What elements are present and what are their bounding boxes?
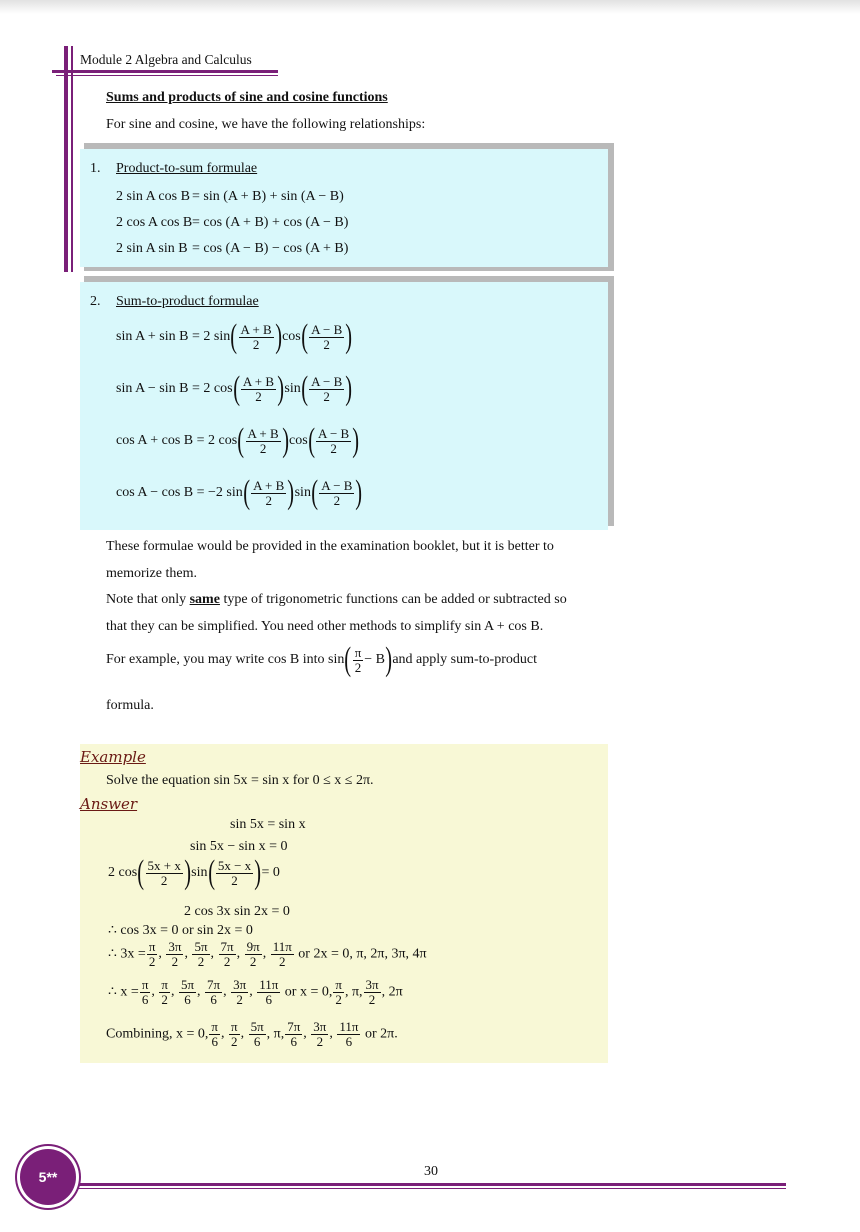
header-vertical-rule-inner — [71, 46, 73, 272]
header-horizontal-rule-thin — [56, 75, 278, 76]
box1-row1-rhs: = sin (A + B) + sin (A − B) — [192, 189, 344, 204]
fraction: $\frac{5\pi}{2}$ — [194, 939, 208, 969]
product-to-sum-box — [80, 149, 608, 267]
page-number: 30 — [424, 1164, 438, 1179]
solution-step-2: sin 5x − sin x = 0 — [190, 839, 288, 854]
fraction: $\frac{3\pi}{2}$ — [233, 977, 247, 1007]
fraction: $\frac{11\pi}{6}$ — [259, 977, 279, 1007]
solution-step-6: ∴ 3x = $\frac{\pi}{2}$ , $\frac{3\pi}{2}$ , $\frac{5\pi}{2}$ , $\frac{7\pi}{2}$ , $\frac{9\pi}{2}$ , $\frac{11\pi}{2}$ or 2x = 0, π, 2π, 3π, 4π — [108, 939, 427, 969]
fraction: $\frac{\pi}{2}$ — [148, 939, 156, 969]
note-line-2: memorize them. — [106, 566, 197, 581]
fraction: $\frac{3\pi}{2}$ — [313, 1019, 327, 1049]
fraction: $\frac{\pi}{2}$ — [230, 1019, 238, 1049]
sum-to-product-box — [80, 282, 608, 530]
box1-row3-lhs: 2 sin A sin B — [116, 241, 188, 256]
box1-row3-rhs: = cos (A − B) − cos (A + B) — [192, 241, 349, 256]
fraction: $\frac{\pi}{6}$ — [141, 977, 149, 1007]
box1-row1-lhs: 2 sin A cos B — [116, 189, 190, 204]
note-line-3: Note that only same type of trigonometric functions can be added or subtracted so — [106, 592, 567, 607]
fraction: $\frac{7\pi}{6}$ — [207, 977, 221, 1007]
fraction: $\frac{\pi}{2}$ — [335, 977, 342, 1007]
section-heading: Sums and products of sine and cosine functions — [106, 90, 388, 105]
solution-step-7: ∴ x = $\frac{\pi}{6}$ , $\frac{\pi}{2}$ , $\frac{5\pi}{6}$ , $\frac{7\pi}{6}$ , $\frac{3\pi}{2}$ , $\frac{11\pi}{6}$ or x = 0, $\frac{\pi}{2}$ , π, $\frac{3\pi}{2}$ , 2π — [108, 977, 403, 1007]
solution-step-5: ∴ cos 3x = 0 or sin 2x = 0 — [108, 923, 253, 938]
note-line-1: These formulae would be provided in the examination booklet, but it is better to — [106, 539, 554, 554]
example-question: Solve the equation sin 5x = sin x for 0 ≤ x ≤ 2π. — [106, 773, 374, 788]
sum-to-product-row: sin A − sin B = 2 cos( $\frac{A + B}{2}$ )sin( $\frac{A - B}{2}$ ) — [116, 370, 353, 407]
solution-step-3: 2 cos( $\frac{5x + x}{2}$ )sin( $\frac{5x - x}{2}$ )= 0 — [108, 854, 280, 891]
sum-to-product-row: cos A + cos B = 2 cos( $\frac{A + B}{2}$ )cos( $\frac{A - B}{2}$ ) — [116, 422, 360, 459]
solution-combined: Combining, x = 0, $\frac{\pi}{6}$ , $\frac{\pi}{2}$ , $\frac{5\pi}{6}$ , π, $\frac{7\pi}{6}$ , $\frac{3\pi}{2}$ , $\frac{11\pi}{6}$ or 2π. — [106, 1019, 398, 1049]
box1-title: Product-to-sum formulae — [116, 161, 258, 176]
note-line-5: For example, you may write cos B into sin( $\frac{\pi}{2}$ − B)and apply sum-to-product — [106, 641, 537, 678]
fraction: $\frac{5\pi}{6}$ — [180, 977, 195, 1007]
fraction: $\frac{11\pi}{2}$ — [272, 939, 292, 969]
level-badge: 5** — [20, 1149, 76, 1205]
note-line-4: that they can be simplified. You need other methods to simplify sin A + cos B. — [106, 619, 544, 634]
solution-step-1: sin 5x = sin x — [230, 817, 306, 832]
fraction: $\frac{\pi}{6}$ — [211, 1019, 218, 1049]
box2-number: 2. — [90, 294, 101, 309]
sum-to-product-row: sin A + sin B = 2 sin( $\frac{A + B}{2}$ )cos( $\frac{A - B}{2}$ ) — [116, 318, 353, 355]
fraction: $\frac{3\pi}{2}$ — [168, 939, 182, 969]
box2-title: Sum-to-product formulae — [116, 294, 259, 309]
sum-to-product-row: cos A − cos B = −2 sin( $\frac{A + B}{2}$ )sin( $\frac{A - B}{2}$ ) — [116, 474, 363, 511]
box1-row2-lhs: 2 cos A cos B — [116, 215, 193, 230]
fraction: $\frac{5\pi}{6}$ — [250, 1019, 264, 1049]
box1-number: 1. — [90, 161, 101, 176]
box1-row2-rhs: = cos (A + B) + cos (A − B) — [192, 215, 349, 230]
header-horizontal-rule — [52, 70, 278, 73]
answer-label: Answer — [80, 795, 138, 813]
note-line-6: formula. — [106, 698, 154, 713]
example-box — [80, 744, 608, 1063]
footer-rule-thin — [76, 1188, 786, 1189]
example-label: Example — [80, 748, 146, 766]
fraction: $\frac{7\pi}{2}$ — [220, 939, 234, 969]
fraction: $\frac{7\pi}{6}$ — [287, 1019, 301, 1049]
footer-rule — [76, 1183, 786, 1186]
solution-step-4: 2 cos 3x sin 2x = 0 — [184, 904, 290, 919]
fraction: $\frac{9\pi}{2}$ — [246, 939, 260, 969]
fraction: $\frac{\pi}{2}$ — [161, 977, 168, 1007]
section-intro: For sine and cosine, we have the following relationships: — [106, 117, 426, 132]
fraction: $\frac{3\pi}{2}$ — [365, 977, 379, 1007]
fraction: $\frac{11\pi}{6}$ — [339, 1019, 359, 1049]
module-title: Module 2 Algebra and Calculus — [80, 52, 252, 67]
top-shadow — [0, 0, 860, 14]
header-vertical-rule — [64, 46, 68, 272]
emphasis-same: same — [189, 592, 220, 607]
